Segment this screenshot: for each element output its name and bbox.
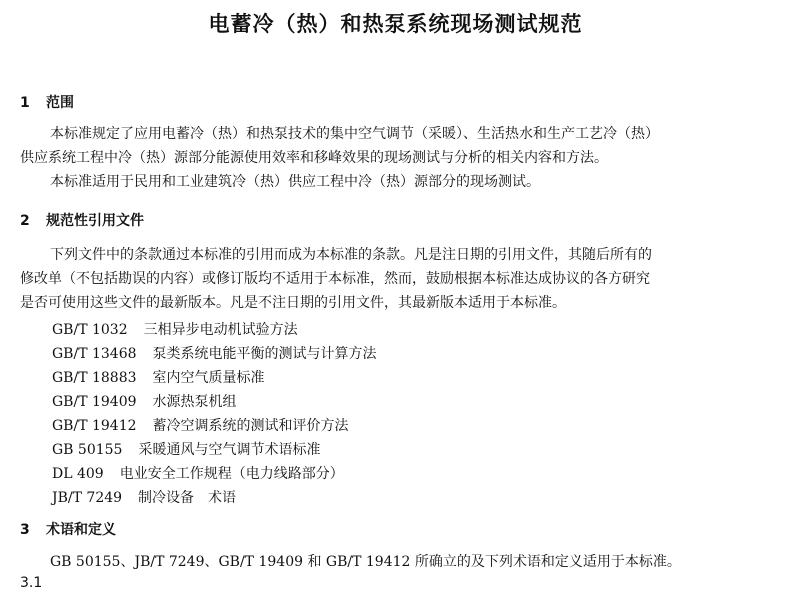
- reference-item: [52, 366, 377, 390]
- reference-name: 蓄冷空调系统的测试和评价方法: [152, 418, 349, 434]
- reference-code: GB/T 18883: [52, 370, 137, 386]
- section-3-heading: [20, 519, 116, 539]
- section-1-body: [20, 122, 760, 194]
- section-2-body: [20, 243, 760, 315]
- reference-item: [52, 486, 377, 510]
- paragraph-line: 下列文件中的条款通过本标准的引用而成为本标准的条款。凡是注日期的引用文件，其随后所有的: [50, 247, 652, 263]
- section-number: 2: [20, 213, 30, 229]
- reference-name: 水源热泵机组: [152, 394, 237, 410]
- paragraph-line: 本标准适用于民用和工业建筑冷（热）供应工程中冷（热）源部分的现场测试。: [50, 174, 540, 190]
- reference-code: GB/T 13468: [52, 346, 137, 362]
- reference-item: [52, 390, 377, 414]
- reference-item: [52, 438, 377, 462]
- section-title: 范围: [46, 95, 74, 111]
- reference-name: 三相异步电动机试验方法: [143, 322, 298, 338]
- section-number: 1: [20, 95, 30, 111]
- reference-code: JB/T 7249: [52, 490, 123, 506]
- reference-code: DL 409: [52, 466, 104, 482]
- document-title: 电蓄冷（热）和热泵系统现场测试规范: [208, 12, 583, 36]
- paragraph-line: 供应系统工程中冷（热）源部分能源使用效率和移峰效果的现场测试与分析的相关内容和方法。: [20, 150, 608, 166]
- reference-name: 制冷设备 术语: [138, 490, 237, 506]
- reference-code: GB/T 19412: [52, 418, 137, 434]
- section-2-heading: [20, 210, 144, 230]
- paragraph-line: GB 50155、JB/T 7249、GB/T 19409 和 GB/T 19412 所确立的及下列术语和定义适用于本标准。: [50, 554, 681, 570]
- reference-code: GB 50155: [52, 442, 123, 458]
- section-number: 3: [20, 522, 30, 538]
- section-3-body: [20, 550, 760, 574]
- reference-item: [52, 414, 377, 438]
- reference-name: 采暖通风与空气调节术语标准: [138, 442, 321, 458]
- paragraph-line: 修改单（不包括勘误的内容）或修订版均不适用于本标准，然而，鼓励根据本标准达成协议的各方研究: [20, 271, 650, 287]
- section-title: 术语和定义: [46, 522, 116, 538]
- reference-item: [52, 318, 377, 342]
- reference-name: 室内空气质量标准: [152, 370, 265, 386]
- section-1-heading: [20, 92, 74, 112]
- reference-name: 泵类系统电能平衡的测试与计算方法: [152, 346, 377, 362]
- paragraph-line: 是否可使用这些文件的最新版本。凡是不注日期的引用文件，其最新版本适用于本标准。: [20, 295, 566, 311]
- reference-item: [52, 462, 377, 486]
- reference-name: 电业安全工作规程（电力线路部分）: [119, 466, 344, 482]
- reference-item: [52, 342, 377, 366]
- reference-code: GB/T 19409: [52, 394, 137, 410]
- section-title: 规范性引用文件: [46, 213, 144, 229]
- reference-list: [52, 318, 377, 510]
- subsection-number: 3.1: [20, 575, 43, 591]
- paragraph-line: 本标准规定了应用电蓄冷（热）和热泵技术的集中空气调节（采暖）、生活热水和生产工艺冷（热）: [50, 126, 659, 142]
- reference-code: GB/T 1032: [52, 322, 128, 338]
